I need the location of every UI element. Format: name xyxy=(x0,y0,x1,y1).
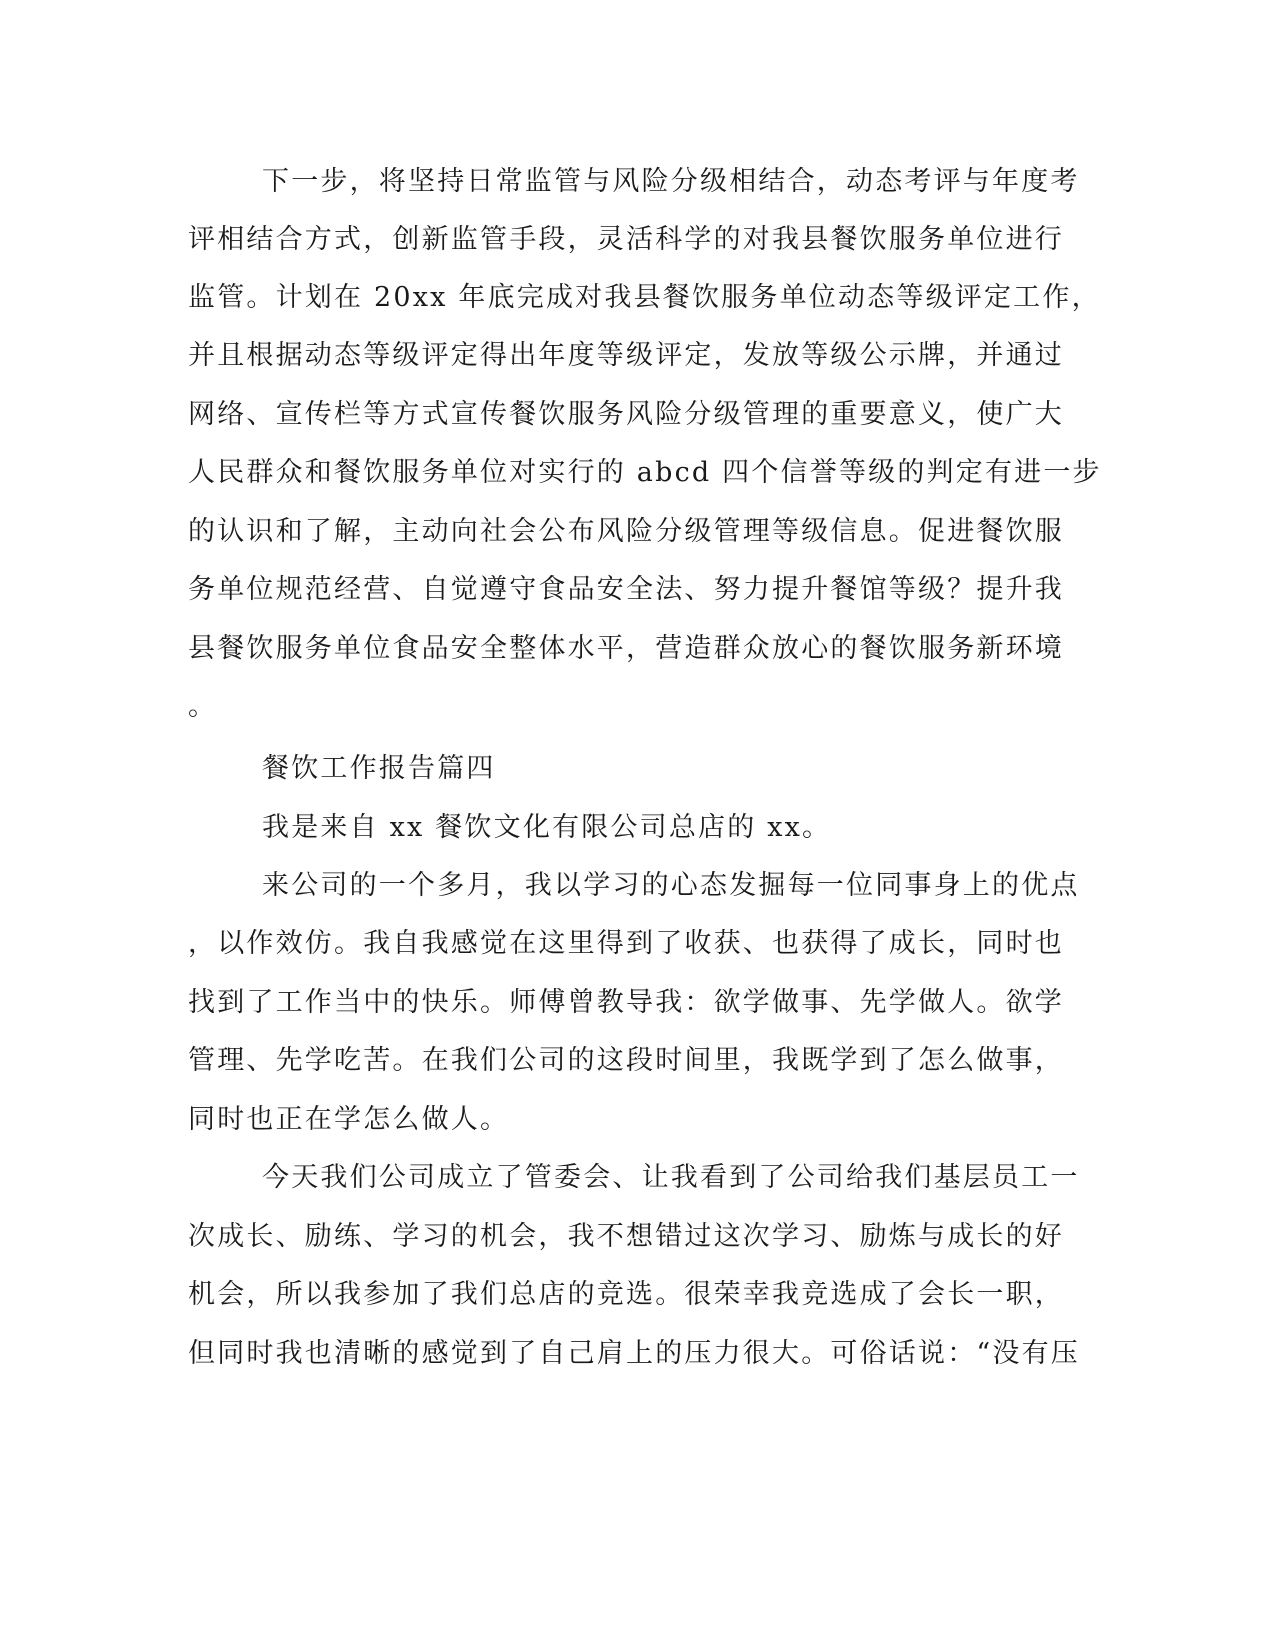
text-line: 并且根据动态等级评定得出年度等级评定，发放等级公示牌，并通过 xyxy=(188,340,1064,371)
text-line: 下一步，将坚持日常监管与风险分级相结合，动态考评与年度考 xyxy=(262,166,1080,197)
text-line: 来公司的一个多月，我以学习的心态发掘每一位同事身上的优点 xyxy=(262,870,1080,901)
text-line: 务单位规范经营、自觉遵守食品安全法、努力提升餐馆等级？提升我 xyxy=(188,574,1064,605)
text-line: 网络、宣传栏等方式宣传餐饮服务风险分级管理的重要意义，使广大 xyxy=(188,399,1064,430)
text-line: 人民群众和餐饮服务单位对实行的 abcd 四个信誉等级的判定有进一步 xyxy=(188,457,1102,488)
text-line: 机会，所以我参加了我们总店的竞选。很荣幸我竞选成了会长一职， xyxy=(188,1279,1064,1310)
text-line: 但同时我也清晰的感觉到了自己肩上的压力很大。可俗话说：“没有压 xyxy=(188,1338,1081,1369)
text-line: 的认识和了解，主动向社会公布风险分级管理等级信息。促进餐饮服 xyxy=(188,516,1064,547)
text-line: 今天我们公司成立了管委会、让我看到了公司给我们基层员工一 xyxy=(262,1162,1080,1193)
text-line: 找到了工作当中的快乐。师傅曾教导我：欲学做事、先学做人。欲学 xyxy=(188,987,1064,1018)
text-line: 评相结合方式，创新监管手段，灵活科学的对我县餐饮服务单位进行 xyxy=(188,224,1064,255)
text-line: 同时也正在学怎么做人。 xyxy=(188,1104,510,1135)
text-line: 。 xyxy=(188,691,218,722)
text-line: 次成长、励练、学习的机会，我不想错过这次学习、励炼与成长的好 xyxy=(188,1221,1064,1252)
text-line: ，以作效仿。我自我感觉在这里得到了收获、也获得了成长，同时也 xyxy=(188,928,1064,959)
text-line: 监管。计划在 20xx 年底完成对我县餐饮服务单位动态等级评定工作， xyxy=(188,282,1101,313)
text-line: 县餐饮服务单位食品安全整体水平，营造群众放心的餐饮服务新环境 xyxy=(188,633,1064,664)
section-heading: 餐饮工作报告篇四 xyxy=(262,753,496,784)
text-line: 我是来自 xx 餐饮文化有限公司总店的 xx。 xyxy=(262,812,832,843)
text-line: 管理、先学吃苦。在我们公司的这段时间里，我既学到了怎么做事， xyxy=(188,1045,1064,1076)
